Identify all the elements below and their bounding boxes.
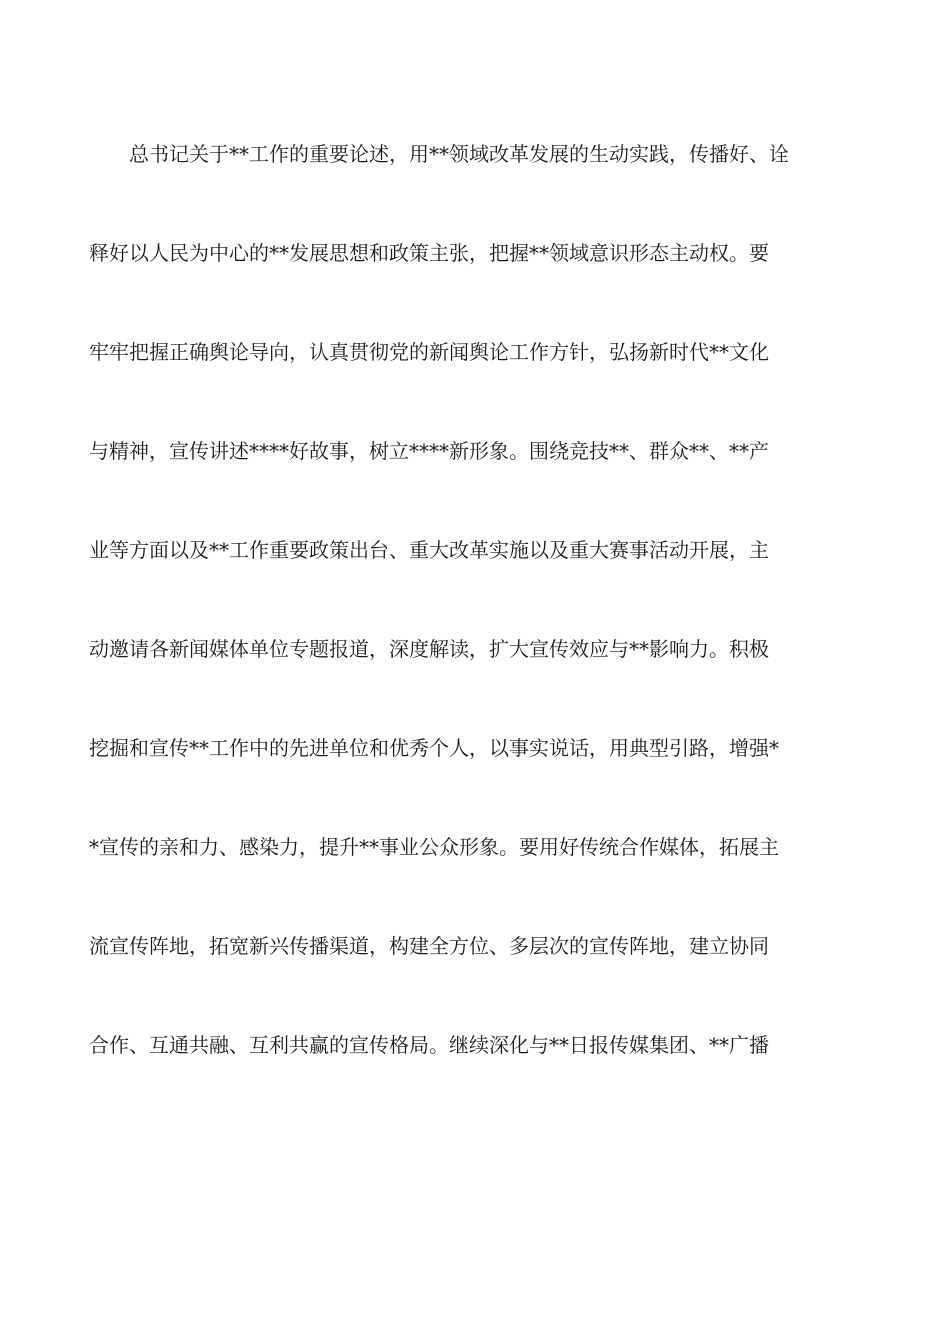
paragraph-line-4: 与精神，宣传讲述****好故事，树立****新形象。围绕竞技**、群众**、**产: [89, 439, 769, 463]
paragraph-line-8: *宣传的亲和力、感染力，提升**事业公众形象。要用好传统合作媒体，拓展主: [89, 835, 779, 859]
paragraph-line-1: 总书记关于**工作的重要论述，用**领域改革发展的生动实践，传播好、诠: [129, 142, 789, 166]
paragraph-line-6: 动邀请各新闻媒体单位专题报道，深度解读，扩大宣传效应与**影响力。积极: [89, 637, 769, 661]
paragraph-line-3: 牢牢把握正确舆论导向，认真贯彻党的新闻舆论工作方针，弘扬新时代**文化: [89, 340, 769, 364]
paragraph-line-10: 合作、互通共融、互利共赢的宣传格局。继续深化与**日报传媒集团、**广播: [89, 1033, 769, 1057]
paragraph-line-7: 挖掘和宣传**工作中的先进单位和优秀个人，以事实说话，用典型引路，增强*: [89, 736, 779, 760]
paragraph-line-5: 业等方面以及**工作重要政策出台、重大改革实施以及重大赛事活动开展，主: [89, 538, 769, 562]
paragraph-line-2: 释好以人民为中心的**发展思想和政策主张，把握**领域意识形态主动权。要: [89, 241, 769, 265]
paragraph-line-9: 流宣传阵地，拓宽新兴传播渠道，构建全方位、多层次的宣传阵地，建立协同: [89, 934, 769, 958]
